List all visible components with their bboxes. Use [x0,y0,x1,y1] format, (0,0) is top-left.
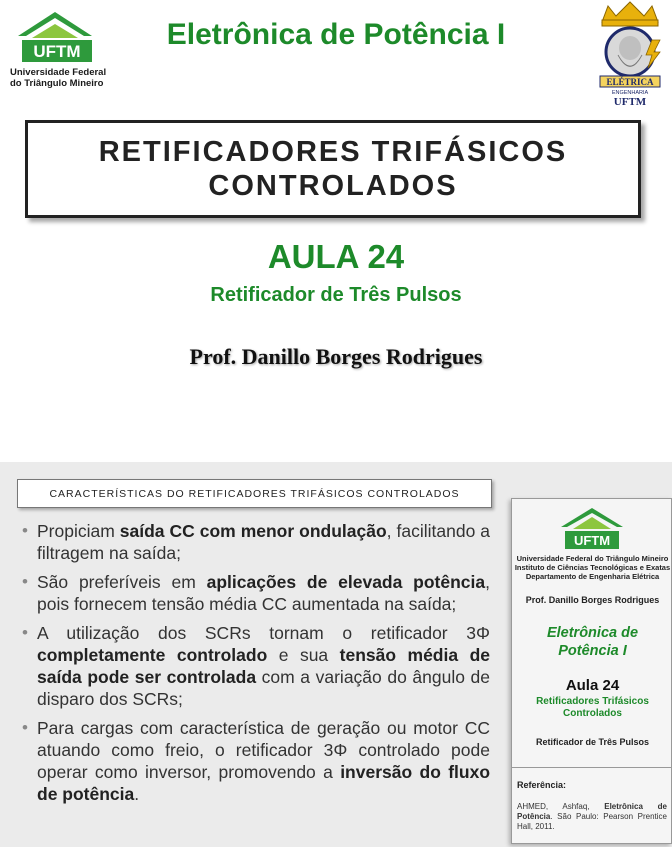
bullet-text: A utilização dos SCRs tornam o retificador 3Φ [37,623,490,643]
reference-box [512,767,671,843]
side-lesson-line1: Retificadores Trifásicos [536,696,649,707]
bullet-dot-icon: • [22,521,28,540]
side-professor: Prof. Danillo Borges Rodrigues [525,595,660,605]
main-title-line1: RETIFICADORES TRIFÁSICOS [98,136,568,168]
institution-line2: Instituto de Ciências Tecnológicas e Exatas [514,563,671,572]
bullet-text: Para cargas com característica de geração ou motor CC atuando como freio, o retificador 3Φ controlado pode operar como inversor, promovendo a [37,718,490,782]
side-info-card [511,498,672,844]
aula-subtitle: Retificador de Três Pulsos [210,284,462,306]
institution-line3: Departamento de Engenharia Elétrica [525,572,660,581]
bullet-bold: completamente controlado [37,645,268,665]
side-aula: Aula 24 [565,677,620,694]
main-title-line2: CONTROLADOS [208,170,458,202]
bullet-bold: aplicações de elevada potência [206,572,486,592]
engineering-logo [590,0,670,108]
professor-name: Prof. Danillo Borges Rodrigues [189,344,483,369]
bullet-dot-icon: • [22,572,28,591]
bullet-bold: saída CC com menor ondulação [119,521,387,541]
uftm-mini-logo-text: UFTM [573,533,611,548]
reference-book: Eletrônica de Potência [517,802,667,821]
side-course-line2: Potência I [558,643,627,659]
reference-text [517,802,667,832]
bullet-list [22,520,490,812]
bullet-text: com a variação do ângulo de disparo dos SCRs; [37,667,491,709]
bullet-text: São preferíveis em [37,572,207,592]
institution-line1: Universidade Federal do Triângulo Mineiro [516,554,669,563]
side-lesson-line2: Controlados [563,708,622,719]
bullet-text: , pois fornecem tensão média CC aumentada na saída; [37,572,491,614]
engineering-logo-line3: UFTM [613,96,647,108]
bullet-text: Propiciam [37,521,120,541]
reference-label: Referência: [517,780,567,790]
bullet-item [22,571,490,615]
bullet-text: e sua [267,645,340,665]
side-course-line1: Eletrônica de [546,625,639,641]
side-lesson-subtitle: Retificador de Três Pulsos [535,737,650,747]
reference-author: AHMED, Ashfaq, [517,802,605,811]
uftm-caption-line2: do Triângulo Mineiro [10,78,104,89]
side-lesson-title [512,696,672,720]
main-title-box [25,120,641,218]
uftm-logo-text: UFTM [33,42,81,61]
aula-number: AULA 24 [267,238,405,275]
engineering-logo-line2: ENGENHARIA [611,90,649,96]
engineering-logo-line1: ELÉTRICA [606,77,654,87]
uftm-caption-line1: Universidade Federal [10,67,107,78]
bullet-text: . [134,784,140,804]
side-course-title [512,624,672,660]
bullet-item [22,622,490,710]
bullet-bold: tensão média de saída pode ser controlada [37,645,490,687]
bullet-item [22,717,490,805]
bullet-item [22,520,490,564]
content-slide [0,462,672,847]
bullet-bold: inversão do fluxo de potência [37,762,491,804]
uftm-mini-logo [557,505,627,555]
reference-rest: . São Paulo: Pearson Prentice Hall, 2011. [517,812,667,831]
section-title: CARACTERÍSTICAS DO RETIFICADORES TRIFÁSICOS CONTROLADOS [17,479,492,508]
uftm-caption [10,67,130,89]
bullet-dot-icon: • [22,718,28,737]
bullet-text: , facilitando a filtragem na saída; [37,521,491,563]
bullet-dot-icon: • [22,623,28,642]
institution-info [514,554,671,581]
course-title: Eletrônica de Potência I [166,18,506,51]
